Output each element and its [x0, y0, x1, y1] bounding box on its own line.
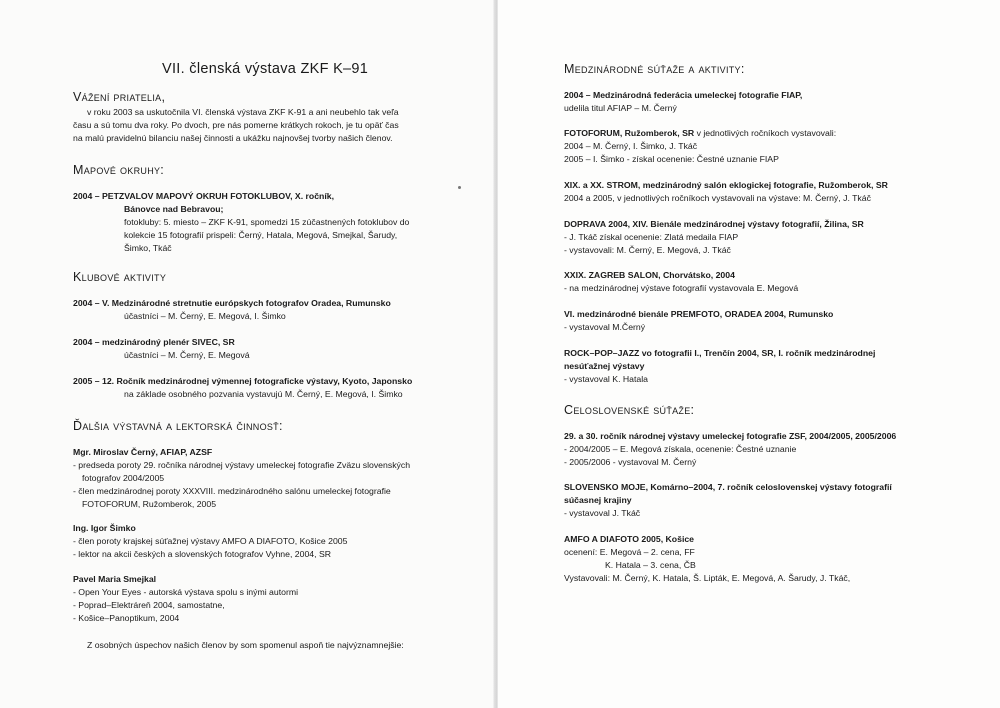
person-activity: - predseda poroty 29. ročníka národnej výstavy umeleckej fotografie Zväzu slovenských — [73, 460, 411, 470]
section-heading-national: Celoslovenské súťaže: — [564, 403, 695, 417]
intl-item-line: - vystavovali: M. Černý, E. Megová, J. Tkáč — [564, 245, 731, 255]
greeting-line: času a sú tomu dva roky. Po dvoch, pre nás pomerne krátkych rokoch, je tu opäť čas — [73, 120, 399, 130]
intl-item-line: - vystavoval M.Černý — [564, 322, 646, 332]
natl-item-line: Vystavovali: M. Černý, K. Hatala, Š. Lipták, E. Megová, A. Šarudy, J. Tkáč, — [564, 573, 851, 583]
intl-item-title: nesúťažnej výstavy — [564, 361, 645, 371]
intl-item-line: udelila titul AFIAP – M. Černý — [564, 103, 677, 113]
person-activity: - Košice–Panoptikum, 2004 — [73, 613, 180, 623]
intl-item-title: FOTOFORUM, Ružomberok, SR — [564, 128, 695, 138]
map-entry-title: 2004 – PETZVALOV MAPOVÝ OKRUH FOTOKLUBOV, X. ročník, — [73, 191, 335, 201]
person-name: Ing. Igor Šimko — [73, 523, 136, 533]
natl-item-title: 29. a 30. ročník národnej výstavy umeleckej fotografie ZSF, 2004/2005, 2005/2006 — [564, 431, 897, 441]
intl-item-title-row — [564, 128, 836, 139]
greeting-line: v roku 2003 sa uskutočnila VI. členská výstava ZKF K-91 a ani neubehlo tak veľa — [87, 107, 399, 117]
club-item-title: 2005 – 12. Ročník medzinárodnej výmennej fotograficke výstavy, Kyoto, Japonsko — [73, 376, 413, 386]
intl-item-title: XXIX. ZAGREB SALON, Chorvátsko, 2004 — [564, 270, 735, 280]
greeting-heading: Vážení priatelia, — [73, 90, 166, 104]
right-page — [497, 0, 1000, 708]
intl-item-title: DOPRAVA 2004, XIV. Bienále medzinárodnej výstavy fotografií, Žilina, SR — [564, 219, 864, 229]
natl-item-line: - vystavoval J. Tkáč — [564, 508, 641, 518]
person-name: Pavel Maria Smejkal — [73, 574, 157, 584]
intl-item-title: ROCK–POP–JAZZ vo fotografii I., Trenčín 2004, SR, I. ročník medzinárodnej — [564, 348, 876, 358]
map-entry-desc: Šimko, Tkáč — [124, 243, 172, 253]
intl-item-line: 2004 – M. Černý, I. Šimko, J. Tkáč — [564, 141, 698, 151]
club-item-desc: účastníci – M. Černý, E. Megová, I. Šimko — [124, 311, 286, 321]
person-activity: fotografov 2004/2005 — [82, 473, 165, 483]
natl-item-line: - 2005/2006 - vystavoval M. Černý — [564, 457, 697, 467]
intl-item-line: - na medzinárodnej výstave fotografií vystavovala E. Megová — [564, 283, 799, 293]
page-title: VII. členská výstava ZKF K–91 — [162, 61, 369, 77]
person-activity: - člen poroty krajskej súťažnej výstavy AMFO A DIAFOTO, Košice 2005 — [73, 536, 348, 546]
intl-item-title: 2004 – Medzinárodná federácia umeleckej fotografie FIAP, — [564, 90, 803, 100]
natl-item-title: AMFO A DIAFOTO 2005, Košice — [564, 534, 695, 544]
club-item-desc: účastníci – M. Černý, E. Megová — [124, 350, 250, 360]
greeting-line: na malú pravidelnú bilanciu našej činnosti a ukážku najnovšej tvorby našich členov. — [73, 133, 393, 143]
map-entry-desc: fotokluby: 5. miesto – ZKF K-91, spomedzi 15 zúčastnených fotoklubov do — [124, 217, 410, 227]
section-heading-exhibitions: Ďalšia výstavná a lektorská činnosť: — [73, 419, 283, 433]
person-activity: - člen medzinárodnej poroty XXXVIII. medzinárodného salónu umeleckej fotografie — [73, 486, 391, 496]
club-item-title: 2004 – V. Medzinárodné stretnutie európskych fotografov Oradea, Rumunsko — [73, 298, 391, 308]
map-entry-desc: kolekcie 15 fotografií prispeli: Černý, Hatala, Megová, Smejkal, Šarudy, — [124, 230, 398, 240]
person-activity: - lektor na akcii českých a slovenských fotografov Vyhne, 2004, SR — [73, 549, 332, 559]
section-heading-international: Medzinárodné súťaže a aktivity: — [564, 62, 745, 76]
person-activity: - Poprad–Elektráreň 2004, samostatne, — [73, 600, 225, 610]
person-activity: - Open Your Eyes - autorská výstava spolu s inými autormi — [73, 587, 299, 597]
section-heading-map: Mapové okruhy: — [73, 163, 165, 177]
natl-item-line: - 2004/2005 – E. Megová získala, ocenenie: Čestné uznanie — [564, 444, 797, 454]
natl-item-line: K. Hatala – 3. cena, ČB — [605, 560, 696, 570]
intl-item-line: 2005 – I. Šimko - získal ocenenie: Čestné uznanie FIAP — [564, 154, 779, 164]
intl-item-line: - vystavoval K. Hatala — [564, 374, 649, 384]
closing-sentence: Z osobných úspechov našich členov by som spomenul aspoň tie najvýznamnejšie: — [87, 640, 404, 650]
intl-item-line: - J. Tkáč získal ocenenie: Zlatá medaila FIAP — [564, 232, 739, 242]
punch-hole-mark — [458, 186, 461, 189]
map-entry-place: Bánovce nad Bebravou; — [124, 204, 224, 214]
club-item-desc: na základe osobného pozvania vystavujú M. Černý, E. Megová, I. Šimko — [124, 389, 403, 399]
intl-item-title-suffix: v jednotlivých ročníkoch vystavovali: — [694, 128, 837, 138]
natl-item-title: súčasnej krajiny — [564, 495, 632, 505]
section-heading-club: Klubové aktivity — [73, 270, 167, 284]
person-name: Mgr. Miroslav Černý, AFIAP, AZSF — [73, 447, 213, 457]
person-activity: FOTOFORUM, Ružomberok, 2005 — [82, 499, 217, 509]
natl-item-title: SLOVENSKO MOJE, Komárno–2004, 7. ročník celoslovenskej výstavy fotografií — [564, 482, 892, 492]
club-item-title: 2004 – medzinárodný plenér SIVEC, SR — [73, 337, 235, 347]
left-page — [0, 0, 497, 708]
intl-item-title: VI. medzinárodné bienále PREMFOTO, ORADEA 2004, Rumunsko — [564, 309, 834, 319]
intl-item-title: XIX. a XX. STROM, medzinárodný salón eklogickej fotografie, Ružomberok, SR — [564, 180, 888, 190]
intl-item-line: 2004 a 2005, v jednotlivých ročníkoch vystavovali na výstave: M. Černý, J. Tkáč — [564, 193, 871, 203]
natl-item-line: ocenení: E. Megová – 2. cena, FF — [564, 547, 695, 557]
